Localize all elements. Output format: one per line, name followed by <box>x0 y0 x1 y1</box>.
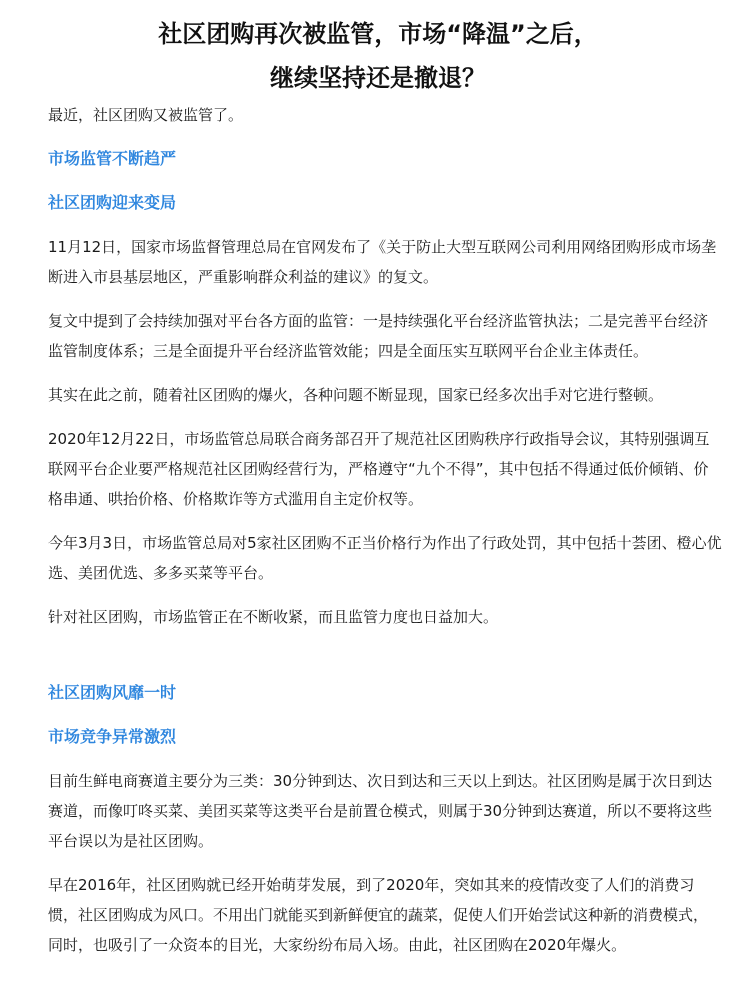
article-title <box>0 0 756 100</box>
section-spacer <box>48 646 722 678</box>
paragraph: 今年3月3日，市场监管总局对5家社区团购不正当价格行为作出了行政处罚，其中包括十荟团、橙心优选、美团优选、多多买菜等平台。 <box>48 534 722 582</box>
intro-paragraph: 最近，社区团购又被监管了。 <box>48 106 244 124</box>
paragraph: 目前生鲜电商赛道主要分为三类：30分钟到达、次日到达和三天以上到达。社区团购是属于次日到达赛道，而像叮咚买菜、美团买菜等这类平台是前置仓模式，则属于30分钟到达赛道，所以不要将这些平台误以为是社区团购。 <box>48 772 713 850</box>
paragraph: 2020年12月22日，市场监管总局联合商务部召开了规范社区团购秩序行政指导会议，其特别强调互联网平台企业要严格规范社区团购经营行为，严格遵守“九个不得”，其中包括不得通过低价倾销、价格串通、哄抬价格、价格欺诈等方式滥用自主定价权等。 <box>48 430 710 508</box>
paragraph: 11月12日，国家市场监督管理总局在官网发布了《关于防止大型互联网公司利用网络团购形成市场垄断进入市县基层地区，严重影响群众利益的建议》的复文。 <box>48 238 717 286</box>
section1-heading-1: 市场监管不断趋严 <box>48 149 177 168</box>
paragraph: 其实在此之前，随着社区团购的爆火，各种问题不断显现，国家已经多次出手对它进行整顿。 <box>48 386 664 404</box>
paragraph: 复文中提到了会持续加强对平台各方面的监管：一是持续强化平台经济监管执法；二是完善平台经济监管制度体系；三是全面提升平台经济监管效能；四是全面压实互联网平台企业主体责任。 <box>48 312 709 360</box>
section2-heading-2: 市场竞争异常激烈 <box>48 727 177 746</box>
article-title-line-2: 继续坚持还是撤退？ <box>270 64 486 92</box>
paragraph: 针对社区团购，市场监管正在不断收紧，而且监管力度也日益加大。 <box>48 608 499 626</box>
article-body <box>0 100 756 960</box>
section1-heading-2: 社区团购迎来变局 <box>48 193 177 212</box>
section2-heading-1: 社区团购风靡一时 <box>48 683 177 702</box>
paragraph: 早在2016年，社区团购就已经开始萌芽发展，到了2020年，突如其来的疫情改变了人们的消费习惯，社区团购成为风口。不用出门就能买到新鲜便宜的蔬菜，促使人们开始尝试这种新的消费模式，同时，也吸引了一众资本的目光，大家纷纷布局入场。由此，社区团购在2020年爆火。 <box>48 876 709 954</box>
article-title-line-1: 社区团购再次被监管，市场“降温”之后， <box>158 20 598 48</box>
